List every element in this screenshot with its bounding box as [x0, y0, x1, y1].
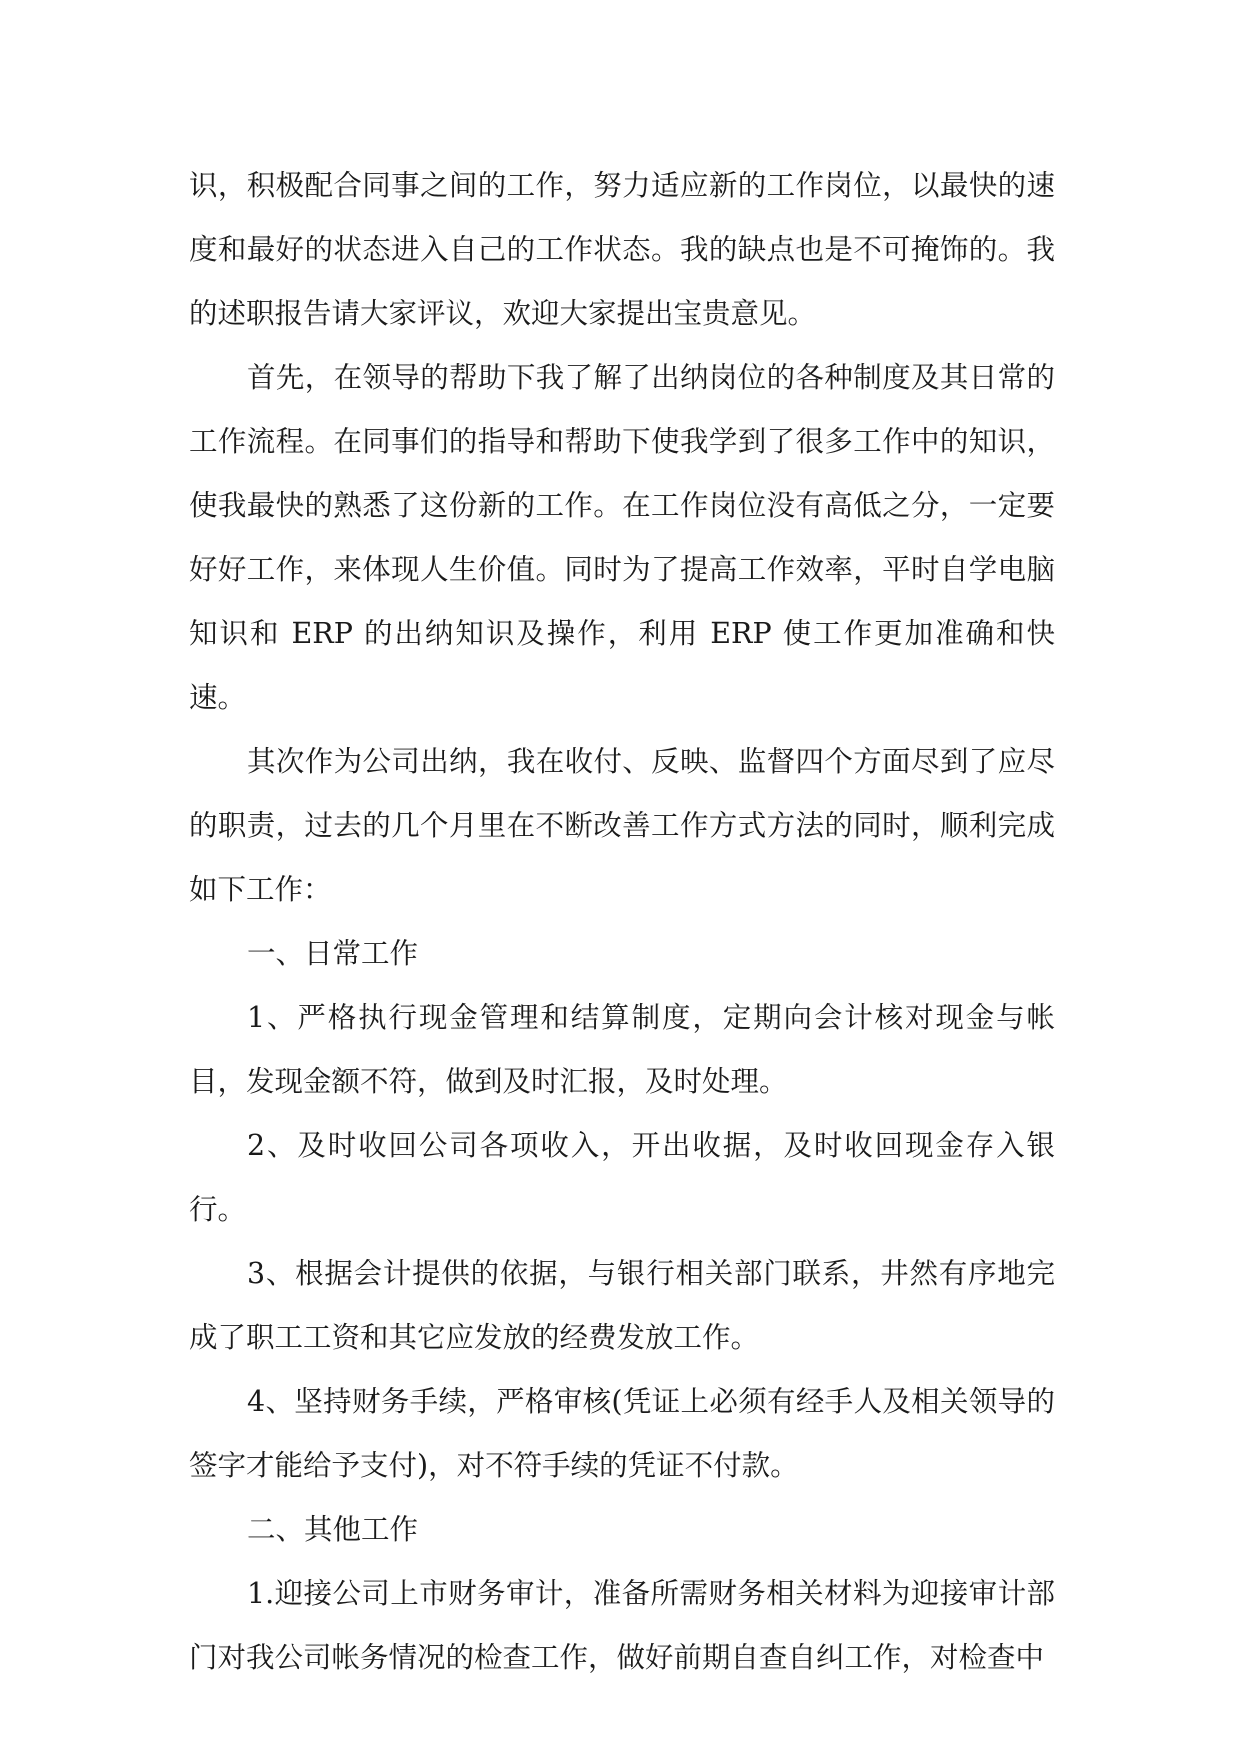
list-item-other-1: 1.迎接公司上市财务审计，准备所需财务相关材料为迎接审计部门对我公司帐务情况的检查工作，做好前期自查自纠工作，对检查中: [189, 1577, 1055, 1674]
list-item-1: 1、严格执行现金管理和结算制度，定期向会计核对现金与帐目，发现金额不符，做到及时汇报，及时处理。: [189, 1001, 1055, 1098]
paragraph-duties: 其次作为公司出纳，我在收付、反映、监督四个方面尽到了应尽的职责，过去的几个月里在不断改善工作方式方法的同时，顺利完成如下工作：: [189, 745, 1055, 906]
list-item-2: 2、及时收回公司各项收入，开出收据，及时收回现金存入银行。: [189, 1129, 1055, 1226]
list-item-3: 3、根据会计提供的依据，与银行相关部门联系，井然有序地完成了职工工资和其它应发放的经费发放工作。: [189, 1257, 1055, 1354]
section-heading-daily-work: 一、日常工作: [247, 937, 419, 970]
document-body: [189, 154, 1055, 1690]
paragraph-continued: 识，积极配合同事之间的工作，努力适应新的工作岗位，以最快的速度和最好的状态进入自己的工作状态。我的缺点也是不可掩饰的。我的述职报告请大家评议，欢迎大家提出宝贵意见。: [189, 169, 1055, 330]
list-item-4: 4、坚持财务手续，严格审核(凭证上必须有经手人及相关领导的签字才能给予支付)，对不符手续的凭证不付款。: [189, 1385, 1055, 1482]
section-heading-other-work: 二、其他工作: [247, 1513, 419, 1546]
paragraph-learning: 首先，在领导的帮助下我了解了出纳岗位的各种制度及其日常的工作流程。在同事们的指导和帮助下使我学到了很多工作中的知识，使我最快的熟悉了这份新的工作。在工作岗位没有高低之分，一定要好好工作，来体现人生价值。同时为了提高工作效率，平时自学电脑知识和 ERP 的出纳知识及操作，利用 ERP 使工作更加准确和快速。: [189, 361, 1055, 714]
